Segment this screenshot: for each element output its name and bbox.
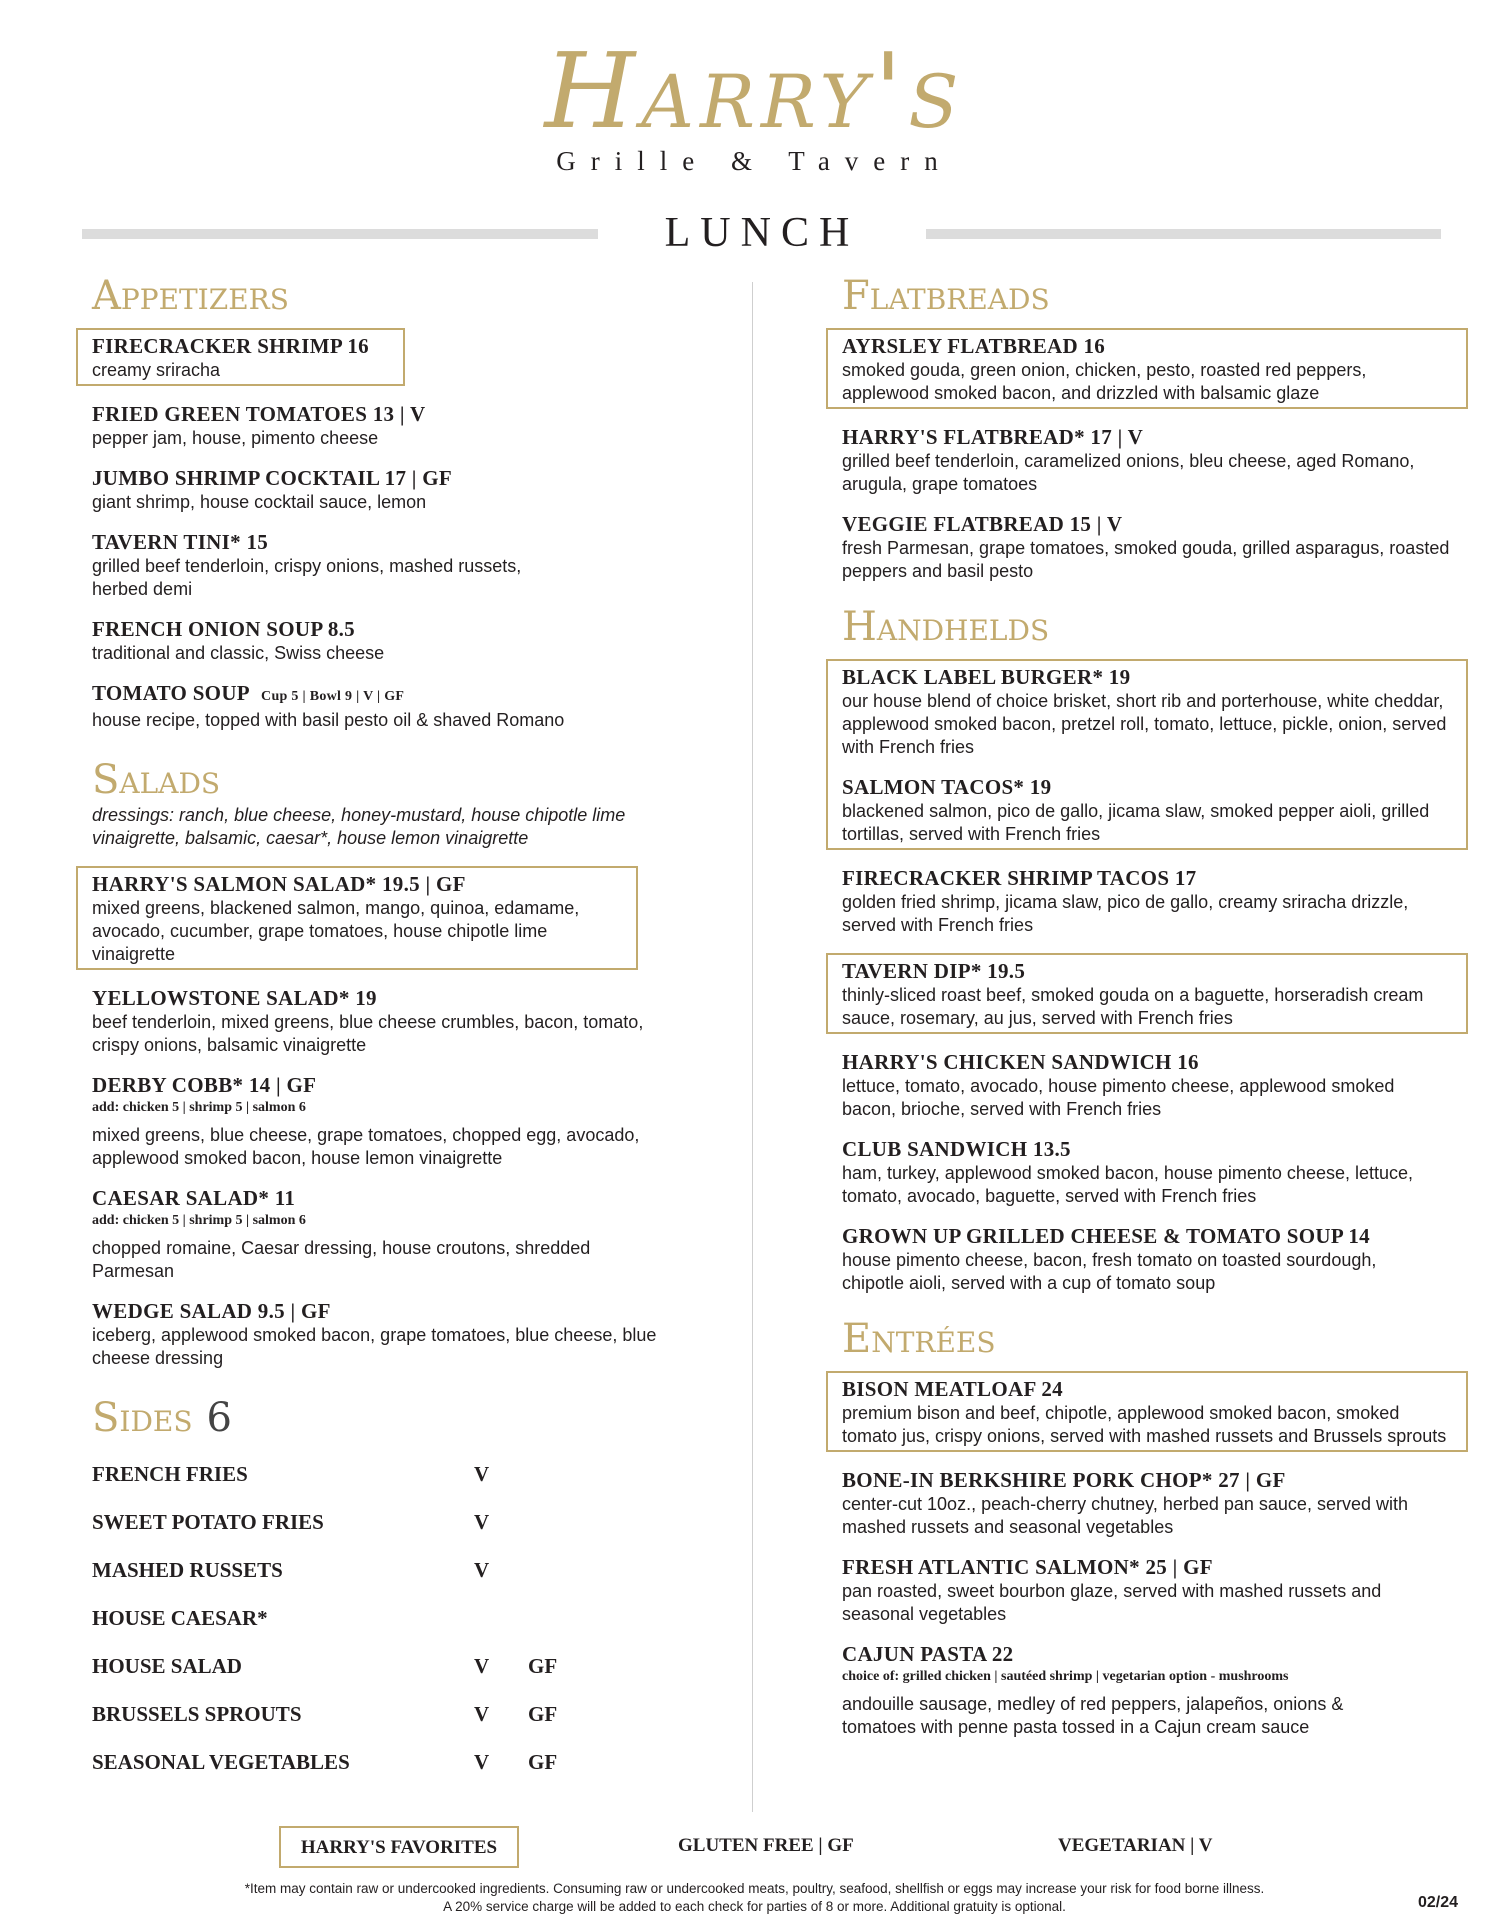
item-name: HARRY'S FLATBREAD* 17 | V [842, 425, 1144, 449]
item-addons: add: chicken 5 | shrimp 5 | salmon 6 [92, 1213, 306, 1228]
side-gluten-free-mark: GF [528, 1750, 558, 1774]
item-desc: lettuce, tomato, avocado, house pimento cheese, applewood smoked bacon, brioche, served with French fries [842, 1076, 1395, 1119]
menu-item-tavern-tini [92, 530, 732, 601]
side-item [92, 1498, 732, 1546]
side-item [92, 1738, 732, 1786]
side-name: MASHED RUSSETS [92, 1558, 283, 1582]
salad-dressings: dressings: ranch, blue cheese, honey-mustard, house chipotle lime vinaigrette, balsamic, caesar*, house lemon vinaigrette [92, 805, 626, 848]
item-desc: iceberg, applewood smoked bacon, grape tomatoes, blue cheese, blue cheese dressing [92, 1325, 657, 1368]
side-name: BRUSSELS SPROUTS [92, 1702, 302, 1726]
disclaimer [150, 1880, 1359, 1916]
item-desc: pan roasted, sweet bourbon glaze, served with mashed russets and seasonal vegetables [842, 1581, 1382, 1624]
side-item [92, 1594, 732, 1642]
item-desc: blackened salmon, pico de gallo, jicama slaw, smoked pepper aioli, grilled tortillas, served with French fries [842, 801, 1430, 844]
item-name: FRIED GREEN TOMATOES 13 | V [92, 402, 426, 426]
section-title-sides [92, 1394, 732, 1442]
menu-item-bison-meatloaf [842, 1377, 1452, 1448]
item-name: JUMBO SHRIMP COCKTAIL 17 | GF [92, 466, 453, 490]
item-name: FIRECRACKER SHRIMP TACOS 17 [842, 866, 1197, 890]
item-desc: andouille sausage, medley of red peppers, jalapeños, onions & tomatoes with penne pasta tossed in a Cajun cream sauce [842, 1694, 1344, 1737]
item-price: Cup 5 | Bowl 9 | V | GF [261, 689, 405, 704]
item-name: HARRY'S SALMON SALAD* 19.5 | GF [92, 872, 466, 896]
item-desc: smoked gouda, green onion, chicken, pesto, roasted red peppers, applewood smoked bacon, and drizzled with balsamic glaze [842, 360, 1367, 403]
left-column [92, 272, 732, 1786]
item-desc: beef tenderloin, mixed greens, blue cheese crumbles, bacon, tomato, crispy onions, balsamic vinaigrette [92, 1012, 644, 1055]
side-vegetarian-mark: V [474, 1558, 490, 1582]
item-name: YELLOWSTONE SALAD* 19 [92, 986, 377, 1010]
menu-item-berkshire-pork-chop [842, 1468, 1452, 1539]
item-name: AYRSLEY FLATBREAD 16 [842, 334, 1106, 358]
item-desc: fresh Parmesan, grape tomatoes, smoked gouda, grilled asparagus, roasted peppers and basil pesto [842, 538, 1450, 581]
item-desc: giant shrimp, house cocktail sauce, lemon [92, 492, 427, 512]
item-desc: house pimento cheese, bacon, fresh tomato on toasted sourdough, chipotle aioli, served with a cup of tomato soup [842, 1250, 1377, 1293]
legend-favorites: HARRY'S FAVORITES [279, 1826, 519, 1868]
title-rule-right [926, 229, 1441, 239]
menu-item-harrys-salmon-salad [92, 872, 622, 966]
logo-tagline: Grille & Tavern [556, 146, 953, 176]
item-desc: house recipe, topped with basil pesto oil & shaved Romano [92, 710, 565, 730]
menu-item-salmon-tacos [842, 775, 1452, 846]
item-name: FRENCH ONION SOUP 8.5 [92, 617, 355, 641]
item-desc: chopped romaine, Caesar dressing, house croutons, shredded Parmesan [92, 1238, 591, 1281]
menu-item-black-label-burger [842, 665, 1452, 759]
item-addons: choice of: grilled chicken | sautéed shrimp | vegetarian option - mushrooms [842, 1669, 1289, 1684]
section-title-entrees: Entrées [842, 1316, 996, 1362]
menu-item-french-onion-soup [92, 617, 732, 665]
section-title-salads: Salads [92, 757, 221, 803]
menu-item-black-label-burger-and-salmon-tacos [842, 665, 1452, 846]
item-desc: creamy sriracha [92, 360, 221, 380]
item-name: CAESAR SALAD* 11 [92, 1186, 296, 1210]
side-name: HOUSE SALAD [92, 1654, 242, 1678]
item-desc: ham, turkey, applewood smoked bacon, house pimento cheese, lettuce, tomato, avocado, baguette, served with French fries [842, 1163, 1414, 1206]
item-name: SALMON TACOS* 19 [842, 775, 1052, 799]
item-desc: traditional and classic, Swiss cheese [92, 643, 385, 663]
sides-price: 6 [206, 1395, 232, 1441]
menu-item-grown-up-grilled-cheese [842, 1224, 1452, 1295]
item-name: TAVERN DIP* 19.5 [842, 959, 1026, 983]
column-divider [752, 282, 753, 1812]
menu-title: LUNCH [664, 210, 860, 256]
side-gluten-free-mark: GF [528, 1702, 558, 1726]
side-item [92, 1690, 732, 1738]
menu-item-veggie-flatbread [842, 512, 1452, 583]
item-name: CLUB SANDWICH 13.5 [842, 1137, 1071, 1161]
menu-item-harrys-chicken-sandwich [842, 1050, 1452, 1121]
item-name: FRESH ATLANTIC SALMON* 25 | GF [842, 1555, 1213, 1579]
item-desc: mixed greens, blackened salmon, mango, quinoa, edamame, avocado, cucumber, grape tomatoes, house chipotle lime vinaigrette [92, 898, 580, 964]
side-name: HOUSE CAESAR* [92, 1606, 268, 1630]
legend [0, 1826, 1509, 1868]
menu-item-caesar-salad [92, 1186, 612, 1283]
item-name: GROWN UP GRILLED CHEESE & TOMATO SOUP 14 [842, 1224, 1370, 1248]
menu-title-bar [0, 207, 1509, 259]
menu-item-cajun-pasta [842, 1642, 1452, 1739]
menu-item-derby-cobb [92, 1073, 662, 1170]
menu-date: 02/24 [1418, 1894, 1459, 1911]
item-desc: mixed greens, blue cheese, grape tomatoes, chopped egg, avocado, applewood smoked bacon, house lemon vinaigrette [92, 1125, 640, 1168]
item-desc: thinly-sliced roast beef, smoked gouda on a baguette, horseradish cream sauce, rosemary, au jus, served with French fries [842, 985, 1424, 1028]
legend-gluten-free: GLUTEN FREE | GF [678, 1835, 854, 1856]
section-title-handhelds: Handhelds [842, 604, 1050, 650]
side-vegetarian-mark: V [474, 1750, 490, 1774]
logo-wordmark: Harry's [544, 30, 965, 152]
title-rule-left [82, 229, 598, 239]
item-desc: our house blend of choice brisket, short rib and porterhouse, white cheddar, applewood smoked bacon, pretzel roll, tomato, lettuce, pickle, onion, served with French fries [842, 691, 1447, 757]
item-name: TAVERN TINI* 15 [92, 530, 269, 554]
menu-item-firecracker-shrimp [92, 334, 389, 382]
sides-title-text: Sides [92, 1395, 193, 1441]
menu-item-tavern-dip [842, 959, 1452, 1030]
legend-vegetarian: VEGETARIAN | V [1058, 1835, 1213, 1856]
item-desc: grilled beef tenderloin, crispy onions, mashed russets, herbed demi [92, 556, 522, 599]
item-name: BISON MEATLOAF 24 [842, 1377, 1063, 1401]
menu-item-firecracker-shrimp-tacos [842, 866, 1452, 937]
item-desc: golden fried shrimp, jicama slaw, pico de gallo, creamy sriracha drizzle, served with French fries [842, 892, 1409, 935]
menu-item-jumbo-shrimp-cocktail [92, 466, 732, 514]
item-name: BLACK LABEL BURGER* 19 [842, 665, 1131, 689]
disclaimer-raw-food: *Item may contain raw or undercooked ingredients. Consuming raw or undercooked meats, poultry, seafood, shellfish or eggs may increase your risk for food borne illness. [244, 1881, 1265, 1896]
side-vegetarian-mark: V [474, 1702, 490, 1726]
menu-item-harrys-flatbread [842, 425, 1452, 496]
item-name: CAJUN PASTA 22 [842, 1642, 1014, 1666]
side-item [92, 1642, 732, 1690]
logo [0, 30, 1509, 177]
menu-item-fresh-atlantic-salmon [842, 1555, 1452, 1626]
menu-item-tomato-soup [92, 681, 732, 732]
section-title-flatbreads: Flatbreads [842, 273, 1050, 319]
sides-list [92, 1450, 732, 1786]
menu-item-ayrsley-flatbread [842, 334, 1452, 405]
item-name: DERBY COBB* 14 | GF [92, 1073, 317, 1097]
side-name: FRENCH FRIES [92, 1462, 248, 1486]
menu-item-wedge-salad [92, 1299, 692, 1370]
item-name: FIRECRACKER SHRIMP 16 [92, 334, 369, 358]
menu-item-yellowstone-salad [92, 986, 662, 1057]
item-name: HARRY'S CHICKEN SANDWICH 16 [842, 1050, 1199, 1074]
item-desc: grilled beef tenderloin, caramelized onions, bleu cheese, aged Romano, arugula, grape tomatoes [842, 451, 1415, 494]
section-title-appetizers: Appetizers [92, 273, 289, 319]
item-name: WEDGE SALAD 9.5 | GF [92, 1299, 331, 1323]
item-name-text: TOMATO SOUP [92, 681, 250, 705]
item-name [92, 681, 732, 709]
side-name: SWEET POTATO FRIES [92, 1510, 324, 1534]
item-name: BONE-IN BERKSHIRE PORK CHOP* 27 | GF [842, 1468, 1286, 1492]
side-gluten-free-mark: GF [528, 1654, 558, 1678]
side-item [92, 1546, 732, 1594]
item-desc: center-cut 10oz., peach-cherry chutney, herbed pan sauce, served with mashed russets and seasonal vegetables [842, 1494, 1408, 1537]
disclaimer-service-charge: A 20% service charge will be added to each check for parties of 8 or more. Additional gratuity is optional. [443, 1899, 1066, 1914]
item-addons: add: chicken 5 | shrimp 5 | salmon 6 [92, 1100, 306, 1115]
side-name: SEASONAL VEGETABLES [92, 1750, 350, 1774]
side-vegetarian-mark: V [474, 1654, 490, 1678]
item-desc: pepper jam, house, pimento cheese [92, 428, 379, 448]
right-column [842, 272, 1452, 1739]
side-item [92, 1450, 732, 1498]
menu-item-club-sandwich [842, 1137, 1452, 1208]
item-desc: premium bison and beef, chipotle, applewood smoked bacon, smoked tomato jus, crispy onions, served with mashed russets and Brussels sprouts [842, 1403, 1447, 1446]
menu-item-fried-green-tomatoes [92, 402, 732, 450]
side-vegetarian-mark: V [474, 1462, 490, 1486]
item-name: VEGGIE FLATBREAD 15 | V [842, 512, 1123, 536]
side-vegetarian-mark: V [474, 1510, 490, 1534]
